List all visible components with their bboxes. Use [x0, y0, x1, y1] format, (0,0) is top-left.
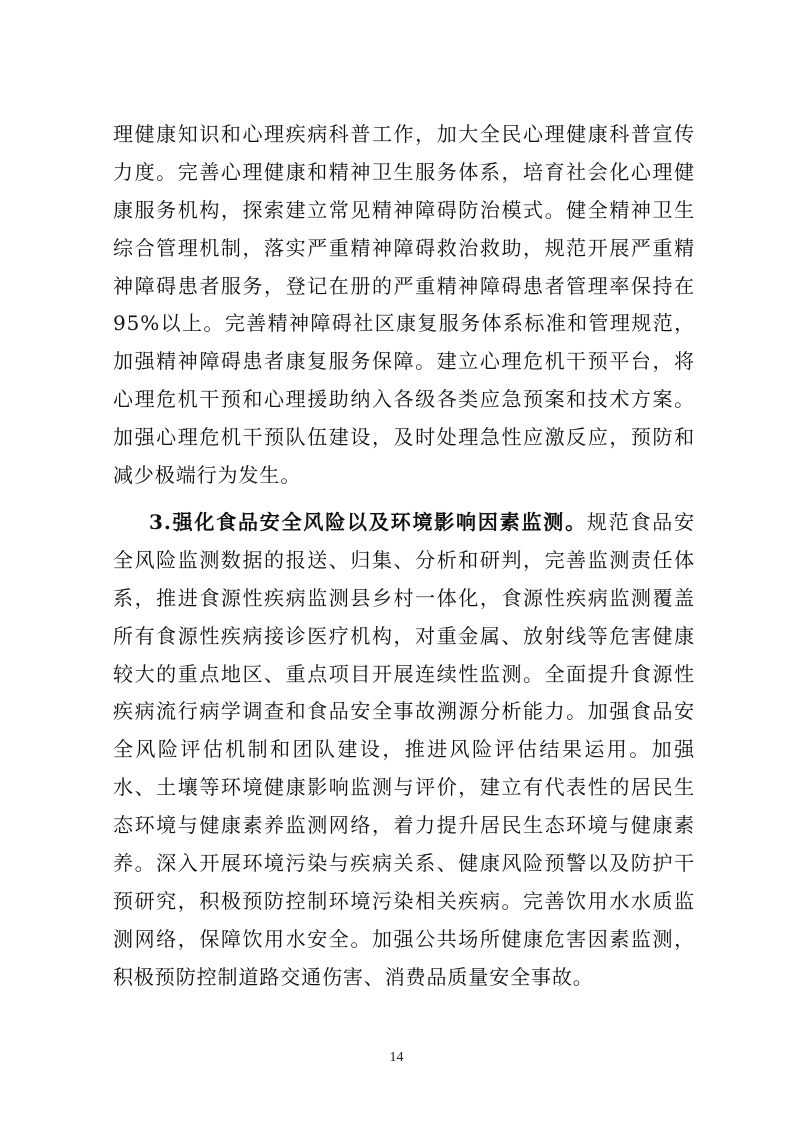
paragraph-line: 减少极端行为发生。 — [113, 463, 302, 488]
paragraph-line: 系，推进食源性疾病监测县乡村一体化，食源性疾病监测覆盖 — [113, 585, 695, 610]
paragraph-line: 较大的重点地区、重点项目开展连续性监测。全面提升食源性 — [113, 661, 695, 686]
paragraph-line: 养。深入开展环境污染与疾病关系、健康风险预警以及防护干 — [113, 851, 695, 876]
paragraph-line: 理健康知识和心理疾病科普工作，加大全民心理健康科普宣传 — [113, 122, 695, 146]
paragraph-line: 积极预防控制道路交通伤害、消费品质量安全事故。 — [113, 964, 594, 989]
paragraph-line: 疾病流行病学调查和食品安全事故溯源分析能力。加强食品安 — [113, 699, 695, 724]
paragraph-line: 测网络，保障饮用水安全。加强公共场所健康危害因素监测， — [113, 926, 695, 951]
paragraph-line: 心理危机干预和心理援助纳入各级各类应急预案和技术方案。 — [113, 387, 695, 412]
paragraph-mental-health — [113, 116, 695, 495]
paragraph-line: 加强心理危机干预队伍建设，及时处理急性应激反应，预防和 — [113, 425, 695, 450]
section-heading: 3.强化食品安全风险以及环境影响因素监测。 — [149, 510, 587, 534]
paragraph-line: 态环境与健康素养监测网络，着力提升居民生态环境与健康素 — [113, 813, 695, 838]
paragraph-first-line — [113, 504, 695, 542]
paragraph-food-safety — [113, 504, 695, 997]
heading-continuation: 规范食品安 — [586, 510, 695, 534]
paragraph-line: 预研究，积极预防控制环境污染相关疾病。完善饮用水水质监 — [113, 888, 695, 913]
paragraph-line: 全风险评估机制和团队建设，推进风险评估结果运用。加强 — [113, 737, 695, 762]
paragraph-line: 水、土壤等环境健康影响监测与评价，建立有代表性的居民生 — [113, 775, 695, 800]
paragraph-line: 全风险监测数据的报送、归集、分析和研判，完善监测责任体 — [113, 547, 695, 572]
paragraph-line: 综合管理机制，落实严重精神障碍救治救助，规范开展严重精 — [113, 235, 695, 260]
paragraph-line: 所有食源性疾病接诊医疗机构，对重金属、放射线等危害健康 — [113, 623, 695, 648]
paragraph-line: 神障碍患者服务，登记在册的严重精神障碍患者管理率保持在 — [113, 273, 695, 298]
page-number: 14 — [389, 1050, 404, 1065]
paragraph-line: 康服务机构，探索建立常见精神障碍防治模式。健全精神卫生 — [113, 197, 695, 222]
paragraph-line: 加强精神障碍患者康复服务保障。建立心理危机干预平台，将 — [113, 349, 695, 374]
paragraph-line: 95%以上。完善精神障碍社区康复服务体系标准和管理规范， — [113, 311, 695, 336]
paragraph-line: 力度。完善心理健康和精神卫生服务体系，培育社会化心理健 — [113, 159, 695, 184]
